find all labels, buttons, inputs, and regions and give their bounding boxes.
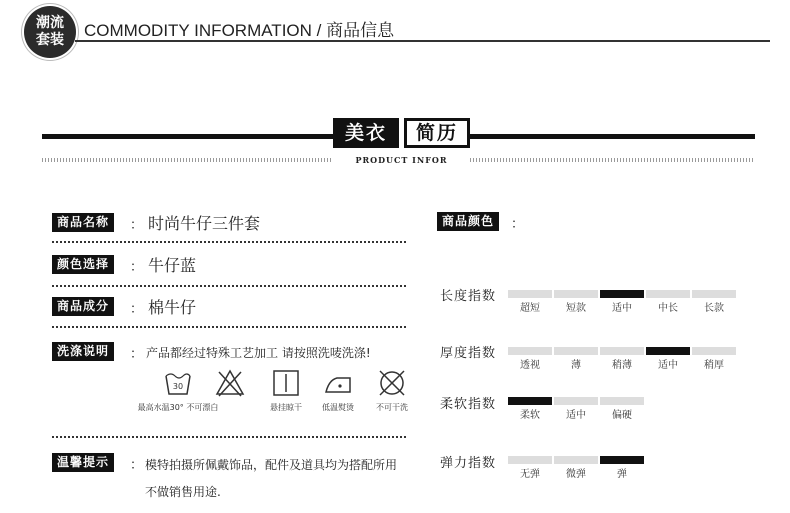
length-option-label: 长款 [704, 303, 724, 314]
banner-title-right: 简历 [404, 118, 470, 148]
care-caption: 低温熨烫 [322, 403, 354, 412]
length-segment [508, 290, 552, 298]
thickness-segment [554, 347, 598, 355]
softness-segment [554, 397, 598, 405]
wash-30-icon [163, 368, 193, 398]
name-colon: ： [130, 218, 144, 233]
length-option-label: 超短 [520, 303, 540, 314]
banner-wave-right [470, 158, 755, 162]
length-option-label: 适中 [612, 303, 632, 314]
care-item [310, 368, 366, 413]
material-value: 棉牛仔 [148, 298, 197, 317]
divider [52, 285, 406, 287]
care-icons [130, 368, 416, 426]
product-color-label: 商品颜色 [437, 212, 499, 231]
material-label: 商品成分 [52, 297, 114, 316]
length-option-label: 中长 [658, 303, 678, 314]
length-segment [554, 290, 598, 298]
color-value: 牛仔蓝 [148, 256, 197, 275]
care-caption: 不可干洗 [376, 403, 408, 412]
badge-line-2: 套装 [36, 32, 64, 48]
elasticity-index-title: 弹力指数 [440, 456, 497, 471]
thickness-segment [692, 347, 736, 355]
low-iron-icon [323, 368, 353, 398]
length-segment [692, 290, 736, 298]
thickness-option-label: 薄 [571, 360, 581, 371]
thickness-segment-selected [646, 347, 690, 355]
thickness-option-label: 透视 [520, 360, 540, 371]
thickness-segment [600, 347, 644, 355]
elasticity-segment-selected [600, 456, 644, 464]
no-dry-clean-icon [377, 368, 407, 398]
wash-label: 洗涤说明 [52, 342, 114, 361]
elasticity-option-label: 无弹 [520, 469, 540, 480]
softness-segment [600, 397, 644, 405]
thickness-option-label: 稍薄 [612, 360, 632, 371]
elasticity-segment [508, 456, 552, 464]
product-color-colon: ： [511, 217, 525, 232]
divider [52, 241, 406, 243]
wash-value: 产品都经过特殊工艺加工 请按照洗唛洗涤! [146, 346, 371, 360]
care-item [202, 368, 258, 398]
care-item [258, 368, 314, 413]
care-caption: 悬挂晾干 [270, 403, 302, 412]
hang-dry-icon [271, 368, 301, 398]
thickness-index-title: 厚度指数 [440, 346, 497, 361]
banner-rule-right [470, 134, 755, 139]
color-label: 颜色选择 [52, 255, 114, 274]
thickness-option-label: 稍厚 [704, 360, 724, 371]
softness-option-label: 偏硬 [612, 410, 632, 421]
badge-line-1: 潮流 [36, 15, 64, 31]
tip-colon: ： [130, 458, 144, 473]
elasticity-option-label: 弹 [617, 469, 627, 480]
length-index-title: 长度指数 [440, 289, 497, 304]
thickness-segment [508, 347, 552, 355]
length-segment-selected [600, 290, 644, 298]
softness-option-label: 适中 [566, 410, 586, 421]
no-bleach-icon [215, 368, 245, 398]
care-caption: 最高水温30° 不可漂白 [137, 403, 219, 412]
care-item [364, 368, 420, 413]
tip-line-2: 不做销售用途. [145, 485, 221, 499]
softness-index-title: 柔软指数 [440, 397, 497, 412]
page-title: COMMODITY INFORMATION / 商品信息 [84, 21, 395, 40]
svg-text:30: 30 [172, 382, 184, 391]
length-option-label: 短款 [566, 303, 586, 314]
banner-subtitle: PRODUCT INFOR [355, 155, 448, 165]
material-colon: ： [130, 302, 144, 317]
thickness-option-label: 适中 [658, 360, 678, 371]
softness-option-label: 柔软 [520, 410, 540, 421]
banner-title-left: 美衣 [333, 118, 399, 148]
color-colon: ： [130, 260, 144, 275]
tip-line-1: 模特拍摄所佩戴饰品，配件及道具均为搭配所用 [145, 458, 398, 472]
elasticity-segment [554, 456, 598, 464]
elasticity-option-label: 微弹 [566, 469, 586, 480]
divider [52, 436, 406, 438]
name-value: 时尚牛仔三件套 [148, 214, 261, 233]
brand-badge [24, 6, 76, 58]
softness-segment-selected [508, 397, 552, 405]
banner-rule-left [42, 134, 333, 139]
banner-wave-left [42, 158, 333, 162]
tip-label: 温馨提示 [52, 453, 114, 472]
wash-colon: ： [130, 347, 144, 362]
length-segment [646, 290, 690, 298]
divider [52, 326, 406, 328]
name-label: 商品名称 [52, 213, 114, 232]
